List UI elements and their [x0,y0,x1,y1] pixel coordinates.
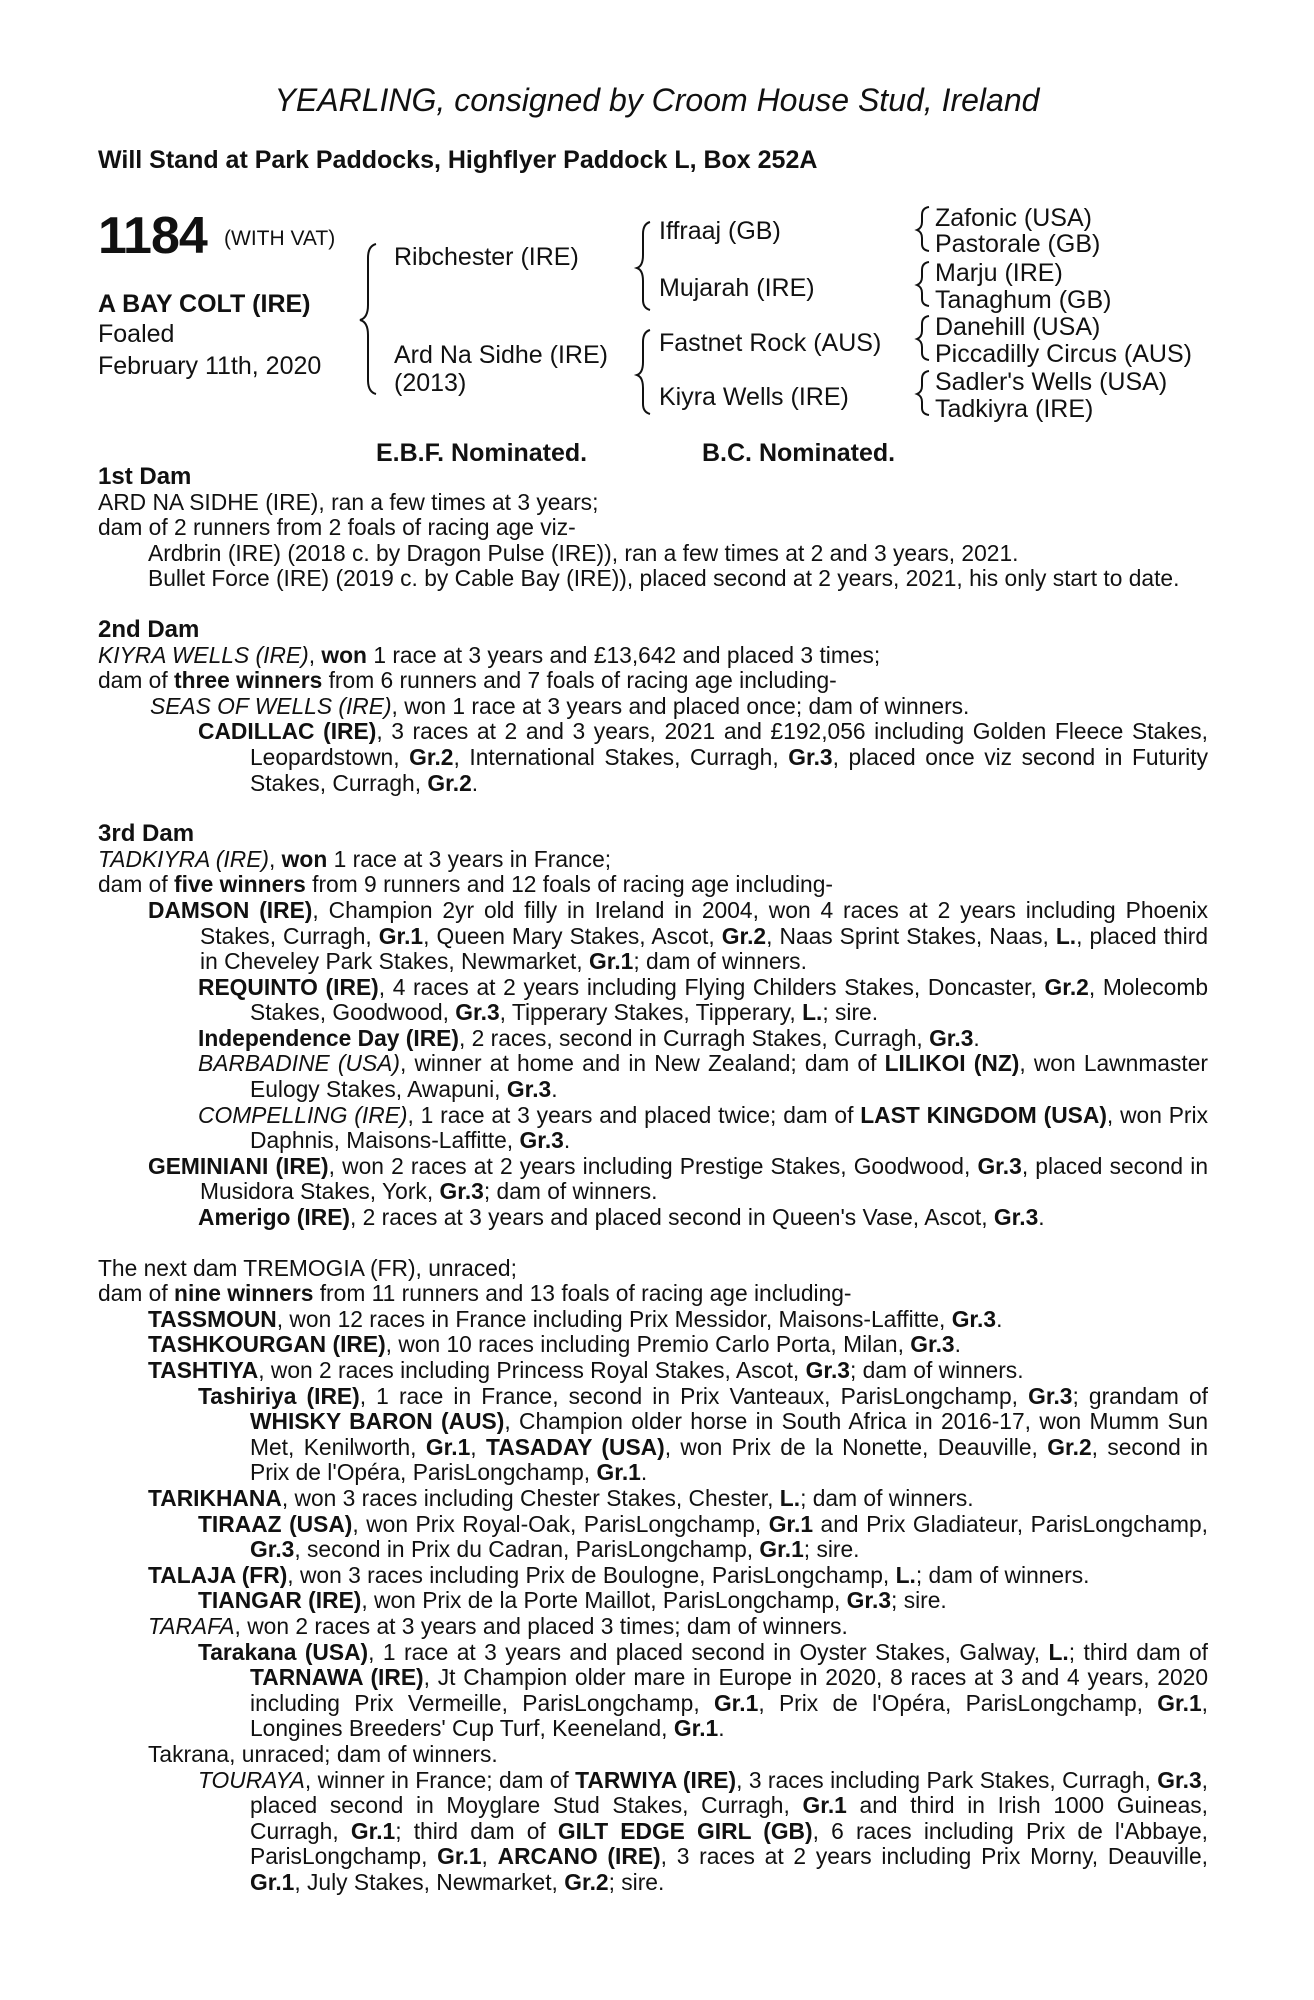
foaled-date: February 11th, 2020 [98,352,322,380]
produce-entry: TIANGAR (IRE), won Prix de la Porte Maillot, ParisLongchamp, Gr.3; sire. [198,1587,947,1614]
foaled-label: Foaled [98,320,175,348]
horse-name: A BAY COLT (IRE) [98,290,311,318]
pedigree-sire-sire: Iffraaj (GB) [659,217,781,245]
lot-number: 1184 [98,207,207,265]
pedigree-sss: Zafonic (USA) [935,204,1092,232]
first-dam-text: ARD NA SIDHE (IRE), ran a few times at 3 years; [98,488,599,515]
next-dam-text: dam of nine winners from 11 runners and 13 foals of racing age including- [98,1280,852,1307]
pedigree-dam: Ard Na Sidhe (IRE) [394,341,608,369]
produce-entry: TARAFA, won 2 races at 3 years and placed 3 times; dam of winners. [148,1612,848,1639]
produce-entry: CADILLAC (IRE), 3 races at 2 and 3 years, 2021 and £192,056 including Golden Fleece Stakes, Leopardstown, Gr.2, International Stakes, Curragh, Gr.3, placed once viz second in Futurity Stakes, Curragh, Gr.2. [198,718,1208,796]
produce-entry: DAMSON (IRE), Champion 2yr old filly in Ireland in 2004, won 4 races at 2 years including Phoenix Stakes, Curragh, Gr.1, Queen Mary Stakes, Ascot, Gr.2, Naas Sprint Stakes, Naas, L., placed third in Cheveley Park Stakes, Newmarket, Gr.1; dam of winners. [148,896,1208,975]
produce-entry: Tarakana (USA), 1 race at 3 years and placed second in Oyster Stakes, Galway, L.; third dam of TARNAWA (IRE), Jt Champion older mare in Europe in 2020, 8 races at 3 and 4 years, 2020 including Prix Vermeille, ParisLongchamp, Gr.1, Prix de l'Opéra, ParisLongchamp, Gr.1, Longines Breeders' Cup Turf, Keeneland, Gr.1. [198,1638,1209,1742]
third-dam-heading: 3rd Dam [98,820,195,848]
pedigree-dam-dam: Kiyra Wells (IRE) [659,383,849,411]
produce-entry: TOURAYA, winner in France; dam of TARWIYA (IRE), 3 races including Park Stakes, Curragh, Gr.3, placed second in Moyglare Stud Stakes, Curragh, Gr.1 and third in Irish 1000 Guineas, Curragh, Gr.1; third dam of GILT EDGE GIRL (GB), 6 races including Prix de l'Abbaye, ParisLongchamp, Gr.1, ARCANO (IRE), 3 races at 2 years including Prix Morny, Deauville, Gr.1, July Stakes, Newmarket, Gr.2; sire. [198,1766,1208,1895]
third-dam-text: TADKIYRA (IRE), won 1 race at 3 years in France; [98,845,612,872]
produce-entry: Tashiriya (IRE), 1 race in France, second in Prix Vanteaux, ParisLongchamp, Gr.3; grandam of WHISKY BARON (AUS), Champion older horse in South Africa in 2016-17, won Mumm Sun Met, Kenilworth, Gr.1, TASADAY (USA), won Prix de la Nonette, Deauville, Gr.2, second in Prix de l'Opéra, ParisLongchamp, Gr.1. [198,1382,1209,1486]
pedigree-dds: Sadler's Wells (USA) [935,368,1168,396]
pedigree-dam-sire: Fastnet Rock (AUS) [659,329,882,357]
pedigree-sds: Marju (IRE) [935,259,1063,287]
first-dam-heading: 1st Dam [98,463,192,490]
second-dam-text: dam of three winners from 6 runners and 7 foals of racing age including- [98,667,837,694]
ebf-nomination: E.B.F. Nominated. [376,439,588,467]
produce-entry: TASHKOURGAN (IRE), won 10 races including Premio Carlo Porta, Milan, Gr.3. [148,1331,961,1358]
pedigree-dsd: Piccadilly Circus (AUS) [935,340,1192,368]
produce-entry: TASHTIYA, won 2 races including Princess Royal Stakes, Ascot, Gr.3; dam of winners. [148,1357,1024,1383]
pedigree-ssd: Pastorale (GB) [935,230,1101,258]
pedigree-dam-year: (2013) [394,369,467,397]
produce-entry: Bullet Force (IRE) (2019 c. by Cable Bay (IRE)), placed second at 2 years, 2021, his only start to date. [148,565,1180,592]
bc-nomination: B.C. Nominated. [702,439,896,467]
second-dam-heading: 2nd Dam [98,615,200,643]
pedigree-sire-dam: Mujarah (IRE) [659,274,815,302]
produce-entry: TARIKHANA, won 3 races including Chester Stakes, Chester, L.; dam of winners. [148,1484,974,1511]
produce-entry: TIRAAZ (USA), won Prix Royal-Oak, ParisLongchamp, Gr.1 and Prix Gladiateur, ParisLongchamp, Gr.3, second in Prix du Cadran, ParisLongchamp, Gr.1; sire. [198,1510,1208,1563]
third-dam-text: dam of five winners from 9 runners and 12 foals of racing age including- [98,871,833,898]
next-dam-text: The next dam TREMOGIA (FR), unraced; [98,1254,517,1281]
produce-entry: Independence Day (IRE), 2 races, second in Curragh Stakes, Curragh, Gr.3. [198,1024,980,1051]
page-title: YEARLING, consigned by Croom House Stud, Ireland [274,82,1040,118]
stand-location: Will Stand at Park Paddocks, Highflyer Paddock L, Box 252A [98,146,818,174]
produce-entry: GEMINIANI (IRE), won 2 races at 2 years including Prestige Stakes, Goodwood, Gr.3, placed second in Musidora Stakes, York, Gr.3; dam of winners. [148,1152,1208,1205]
produce-entry: BARBADINE (USA), winner at home and in New Zealand; dam of LILIKOI (NZ), won Lawnmaster Eulogy Stakes, Awapuni, Gr.3. [198,1050,1208,1103]
pedigree-sire: Ribchester (IRE) [394,243,579,271]
produce-record [98,464,1208,1895]
produce-entry: SEAS OF WELLS (IRE), won 1 race at 3 years and placed once; dam of winners. [150,692,970,719]
pedigree-dss: Danehill (USA) [935,313,1101,341]
pedigree-ddd: Tadkiyra (IRE) [935,395,1094,423]
second-dam-text: KIYRA WELLS (IRE), won 1 race at 3 years and £13,642 and placed 3 times; [98,641,881,668]
pedigree-sdd: Tanaghum (GB) [935,286,1112,314]
vat-label: (WITH VAT) [224,227,336,250]
produce-entry: REQUINTO (IRE), 4 races at 2 years including Flying Childers Stakes, Doncaster, Gr.2, Molecomb Stakes, Goodwood, Gr.3, Tipperary Stakes, Tipperary, L.; sire. [198,973,1208,1026]
produce-entry: TASSMOUN, won 12 races in France including Prix Messidor, Maisons-Laffitte, Gr.3. [148,1305,1003,1332]
produce-entry: COMPELLING (IRE), 1 race at 3 years and placed twice; dam of LAST KINGDOM (USA), won Prix Daphnis, Maisons-Laffitte, Gr.3. [198,1101,1208,1154]
produce-entry: Amerigo (IRE), 2 races at 3 years and placed second in Queen's Vase, Ascot, Gr.3. [198,1204,1045,1231]
produce-entry: TALAJA (FR), won 3 races including Prix de Boulogne, ParisLongchamp, L.; dam of winners. [148,1561,1090,1588]
produce-entry: Takrana, unraced; dam of winners. [148,1740,498,1767]
first-dam-text: dam of 2 runners from 2 foals of racing age viz- [98,514,576,541]
produce-entry: Ardbrin (IRE) (2018 c. by Dragon Pulse (IRE)), ran a few times at 2 and 3 years, 2021. [148,539,1019,566]
